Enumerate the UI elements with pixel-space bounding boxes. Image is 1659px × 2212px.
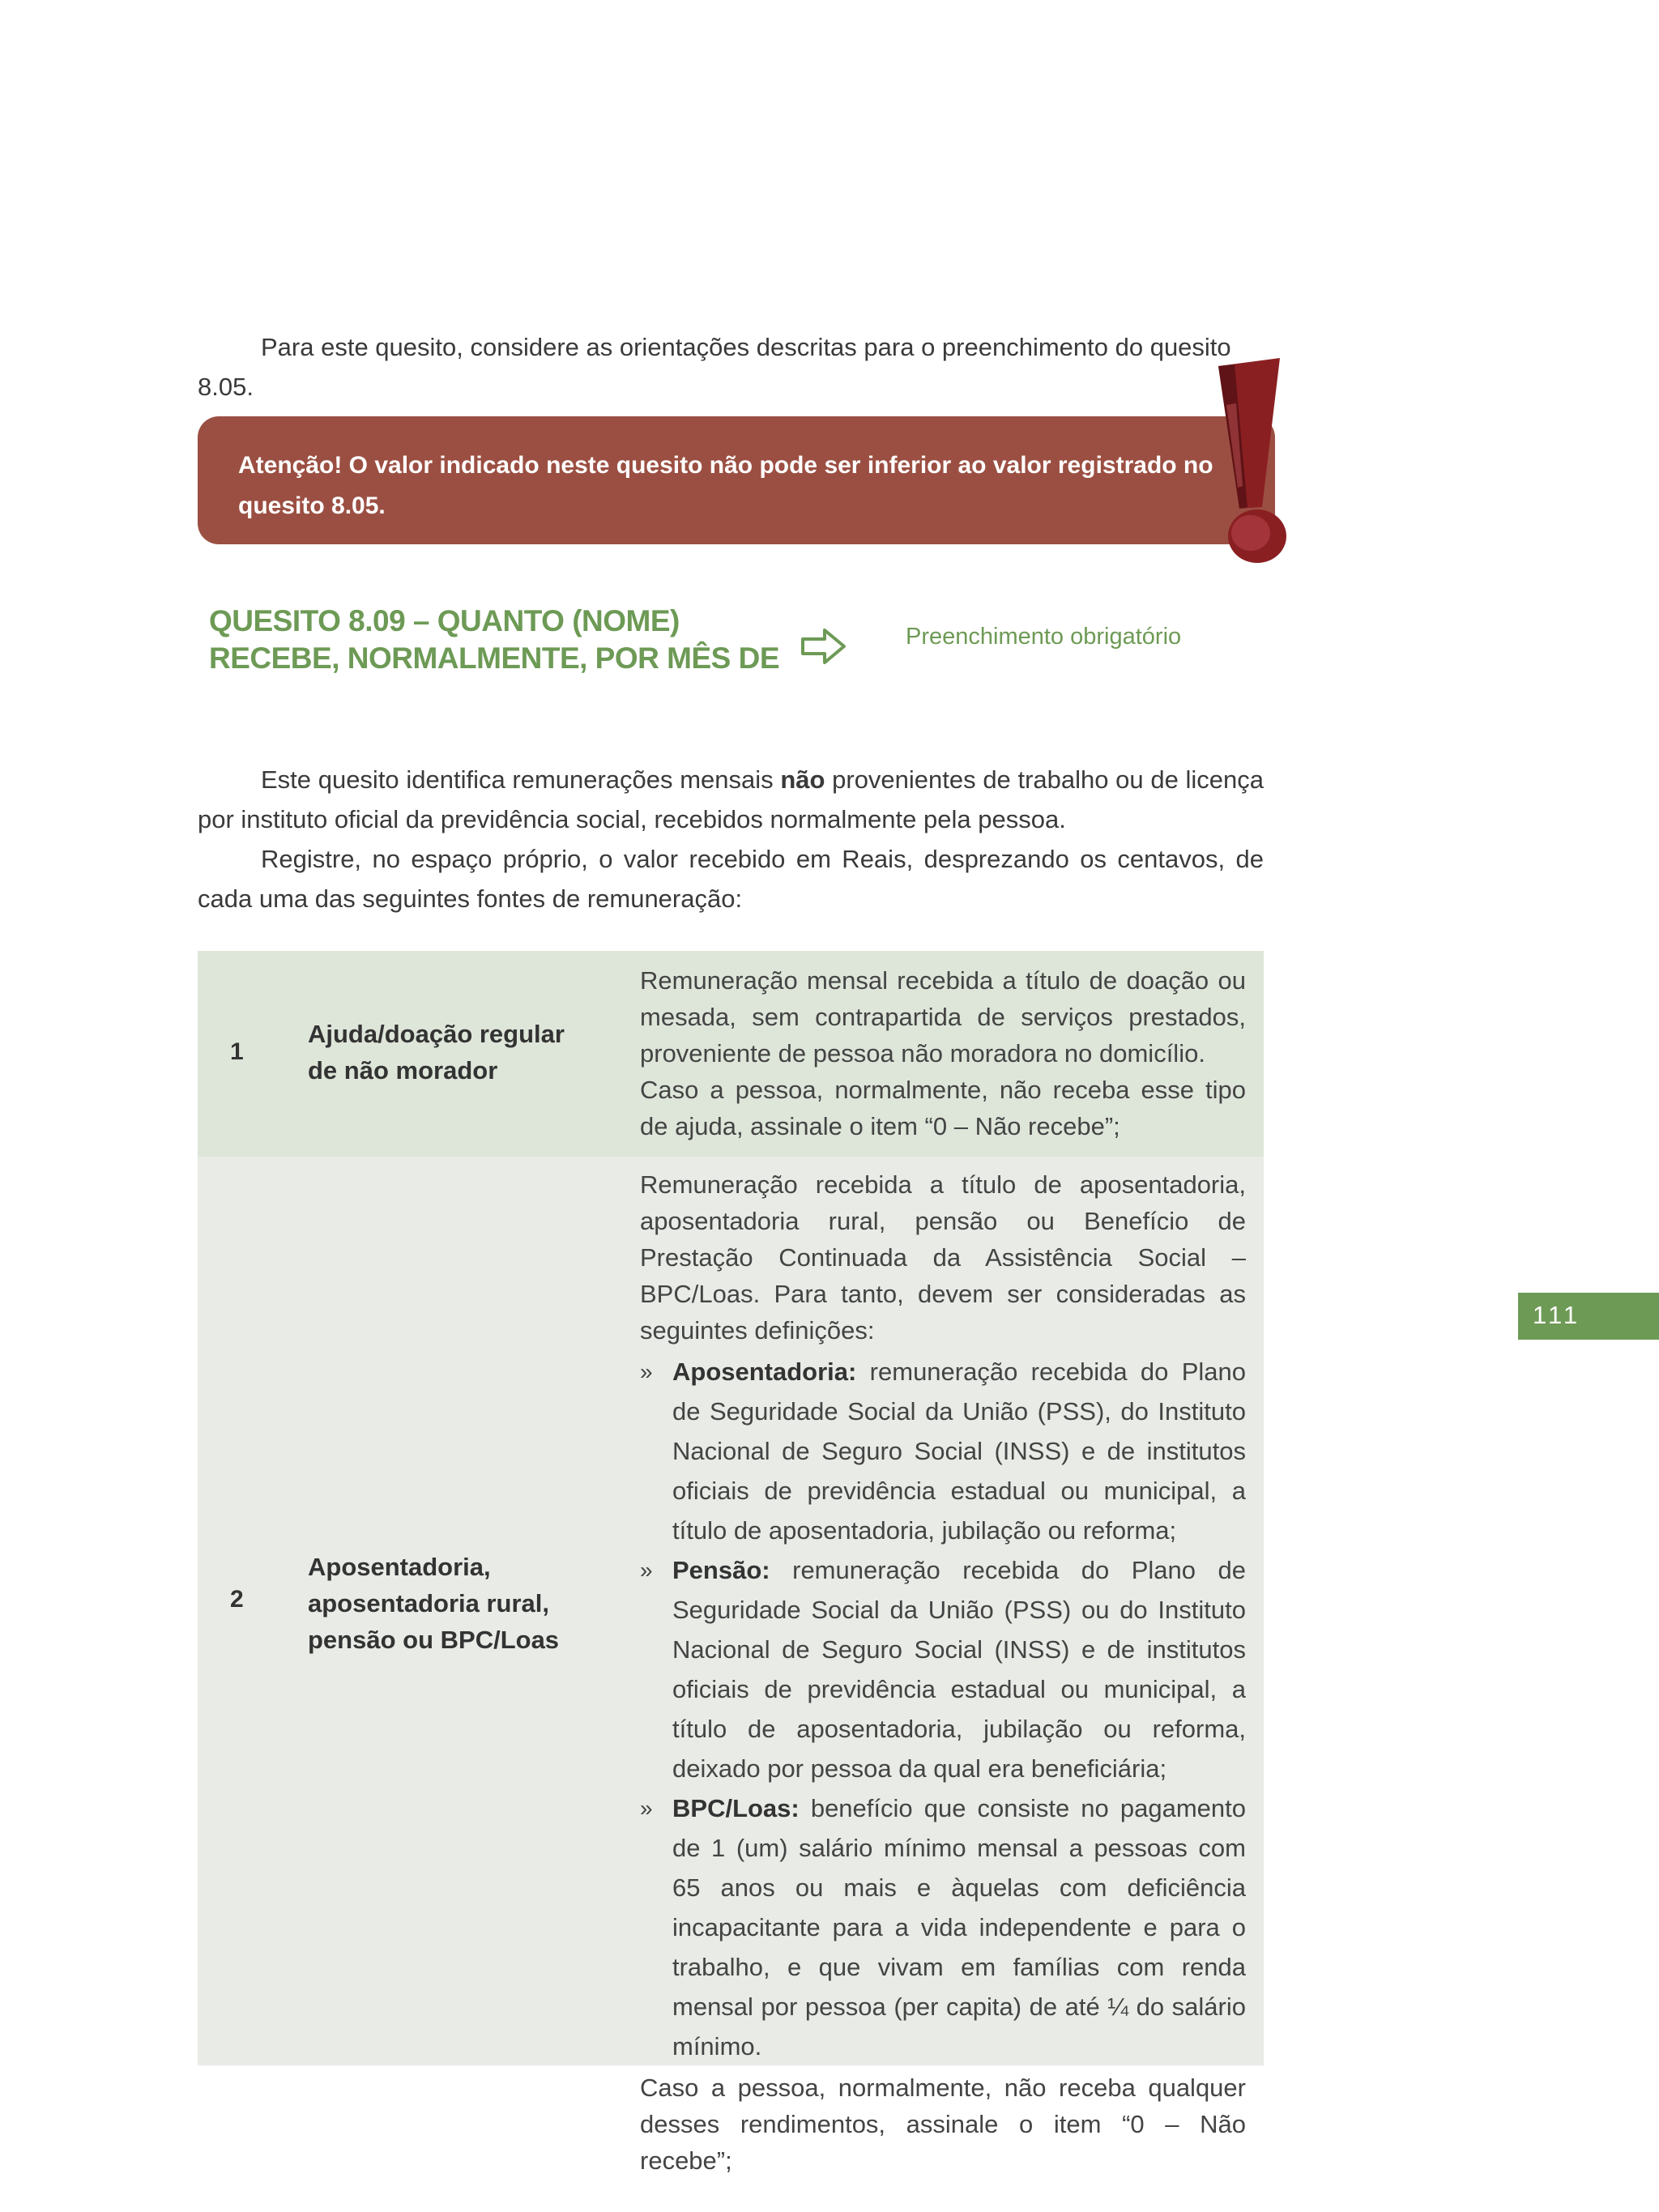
bullet-glyph: » xyxy=(640,1558,653,1583)
bullet-glyph: » xyxy=(640,1359,653,1384)
definition-term: Pensão: xyxy=(672,1556,770,1584)
body-paragraph-1 xyxy=(198,760,1264,839)
page-number: 111 xyxy=(1533,1301,1581,1329)
definition-text: remuneração recebida do Plano de Seguridade Social da União (PSS), do Instituto Nacional de Seguro Social (INSS) e de institutos oficiais de previdência estadual ou municipal, a título de aposentadoria, jubilação ou reforma; xyxy=(672,1357,1246,1545)
list-item xyxy=(640,1788,1246,2066)
quesito-title-line1: QUESITO 8.09 – QUANTO (NOME) xyxy=(209,604,680,637)
row-label-line: Ajuda/doação regular xyxy=(308,1020,565,1048)
definitions-list xyxy=(640,1352,1246,2066)
row-number: 2 xyxy=(230,1586,244,1613)
exclamation-icon xyxy=(1210,356,1291,567)
quesito-title xyxy=(209,603,792,677)
table-row xyxy=(198,951,1264,1157)
table-row xyxy=(198,1157,1264,2175)
row-description-text: Remuneração recebida a título de aposentadoria, aposentadoria rural, pensão ou Benefício de Prestação Continuada da Assistência Social – BPC/Loas. Para tanto, devem ser consideradas as seguintes definições: xyxy=(640,1170,1246,1345)
attention-box xyxy=(198,416,1275,544)
definition-term: Aposentadoria: xyxy=(672,1357,857,1386)
row-description xyxy=(640,962,1246,1144)
mandatory-fill-note: Preenchimento obrigatório xyxy=(906,624,1182,650)
list-item xyxy=(640,1550,1246,1788)
row-label-line: pensão ou BPC/Loas xyxy=(308,1626,560,1654)
row-number: 1 xyxy=(230,1038,244,1065)
definition-term: BPC/Loas: xyxy=(672,1794,800,1822)
arrow-right-outline-icon xyxy=(800,627,847,666)
bullet-glyph: » xyxy=(640,1796,653,1821)
row-description-note: Caso a pessoa, normalmente, não receba esse tipo de ajuda, assinale o item “0 – Não recebe”; xyxy=(640,1076,1246,1140)
body-p1-emphasis: não xyxy=(780,765,825,794)
body-p1-text-start: Este quesito identifica remunerações mensais xyxy=(261,765,781,794)
body-p1-text-end: provenientes de trabalho ou de licença por instituto oficial da previdência social, recebidos normalmente pela pessoa. xyxy=(198,765,1264,833)
body-text xyxy=(198,760,1264,918)
row-label xyxy=(308,1016,567,1089)
row-label xyxy=(308,1549,567,1658)
quesito-title-line2: RECEBE, NORMALMENTE, POR MÊS DE xyxy=(209,641,779,675)
definition-text: benefício que consiste no pagamento de 1 (um) salário mínimo mensal a pessoas com 65 anos ou mais e àquelas com deficiência incapacitante para a vida independente e para o trabalho, e que vivam em famílias com renda mensal por pessoa (per capita) de até ¼ do salário mínimo. xyxy=(672,1794,1246,2061)
row-description-note: Caso a pessoa, normalmente, não receba qualquer desses rendimentos, assinale o item “0 – Não recebe”; xyxy=(640,2073,1246,2175)
page-number-tab xyxy=(1518,1293,1659,1340)
row-description-text: Remuneração mensal recebida a título de doação ou mesada, sem contrapartida de serviços prestados, proveniente de pessoa não moradora no domicílio. xyxy=(640,966,1246,1068)
intro-paragraph: Para este quesito, considere as orientações descritas para o preenchimento do quesito 8.05. xyxy=(198,333,1231,401)
row-label-line: aposentadoria rural, xyxy=(308,1589,550,1617)
attention-text: Atenção! O valor indicado neste quesito não pode ser inferior ao valor registrado no quesito 8.05. xyxy=(238,452,1213,519)
list-item xyxy=(640,1352,1246,1550)
income-sources-table xyxy=(198,951,1264,2175)
row-label-line: de não morador xyxy=(308,1056,498,1085)
body-paragraph-2: Registre, no espaço próprio, o valor recebido em Reais, desprezando os centavos, de cada uma das seguintes fontes de remuneração: xyxy=(198,845,1264,913)
row-label-line: Aposentadoria, xyxy=(308,1553,491,1581)
row-description xyxy=(640,1166,1246,2179)
definition-text: remuneração recebida do Plano de Seguridade Social da União (PSS) ou do Instituto Nacional de Seguro Social (INSS) e de institutos oficiais de previdência estadual ou municipal, a título de aposentadoria, jubilação ou reforma, deixado por pessoa da qual era beneficiária; xyxy=(672,1556,1246,1783)
